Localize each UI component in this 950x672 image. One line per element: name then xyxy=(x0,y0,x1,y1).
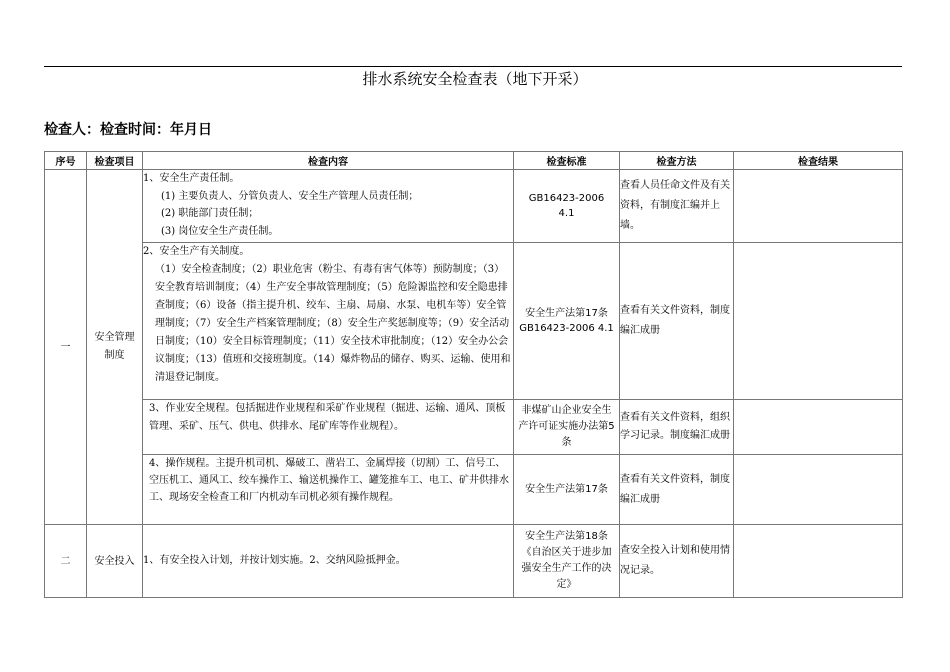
check-method: 查看人员任命文件及有关资料，有制度汇编并上墙。 xyxy=(620,170,734,243)
check-result xyxy=(734,170,903,243)
table-row xyxy=(45,525,903,598)
table-row xyxy=(45,455,903,525)
table-row xyxy=(45,400,903,455)
content-sub: (3) 岗位安全生产责任制。 xyxy=(161,225,279,237)
content-sub: (1) 主要负责人、分管负责人、安全生产管理人员责任制； xyxy=(161,190,419,202)
section-item xyxy=(87,170,143,525)
section-number: 二 xyxy=(45,525,87,598)
header-number: 序号 xyxy=(45,152,87,170)
page-title: 排水系统安全检查表（地下开采） xyxy=(362,70,588,88)
check-standard: 安全生产法第17条 xyxy=(514,455,620,525)
table-row xyxy=(45,170,903,243)
check-method: 查看有关文件资料，组织学习记录。制度编汇成册 xyxy=(620,400,734,455)
inspection-table xyxy=(44,151,903,598)
header-item: 检查项目 xyxy=(87,152,143,170)
check-method: 查看有关文件资料，制度编汇成册 xyxy=(620,243,734,400)
header-rule xyxy=(44,66,902,67)
header-method: 检查方法 xyxy=(620,152,734,170)
check-content xyxy=(143,525,514,598)
standard-text: 安全生产法第17条 GB16423-2006 4.1 xyxy=(519,308,614,334)
header-content: 检查内容 xyxy=(143,152,514,170)
content-body: （1）安全检查制度；（2）职业危害（粉尘、有毒有害气体等）预防制度；（3）安全教育培训制度；（4）生产安全事故管理制度；（5）危险源监控和安全隐患排查制度；（6）设备（指主提升机、绞车、主扇、局扇、水泵、电机车等）安全管理制度；（7）安全生产档案管理制度；（8）安全生产奖惩制度等；（9）安全活动日制度；（10）安全目标管理制度；（11）安全技术审批制度；（12）安全办公会议制度；（13）值班和交接班制度。（14）爆炸物品的储存、购买、运输、使用和清退登记制度。 xyxy=(155,263,511,383)
content-sub: (2) 职能部门责任制； xyxy=(161,208,259,219)
check-content xyxy=(143,455,514,525)
header-standard: 检查标准 xyxy=(514,152,620,170)
check-content xyxy=(143,170,514,243)
check-method: 查安全投入计划和使用情况记录。 xyxy=(620,525,734,598)
standard-text: 非煤矿山企业安全生产许可证实施办法第5条 xyxy=(518,405,615,448)
content-lead: 3、作业安全规程。包括掘进作业规程和采矿作业规程（掘进、运输、通风、顶板管理、采矿、压气、供电、供排水、尾矿库等作业规程）。 xyxy=(149,403,506,432)
check-standard xyxy=(514,400,620,455)
content-lead: 1、安全生产责任制。 xyxy=(143,173,240,184)
check-content xyxy=(143,243,514,400)
header-result: 检查结果 xyxy=(734,152,903,170)
check-result xyxy=(734,525,903,598)
content-lead: 2、安全生产有关制度。 xyxy=(143,246,250,257)
table-header-row xyxy=(45,152,903,170)
standard-text: 安全生产法第18条《自治区关于进步加强安全生产工作的决定》 xyxy=(521,531,612,590)
check-method: 查看有关文件资料，制度编汇成册 xyxy=(620,455,734,525)
content-lead: 1、有安全投入计划，并按计划实施。2、交纳风险抵押金。 xyxy=(143,555,406,567)
check-result xyxy=(734,455,903,525)
section-item-label: 安全管理制度 xyxy=(94,332,135,361)
content-lead: 4、操作规程。主提升机司机、爆破工、凿岩工、金属焊接（切割）工、信号工、空压机工、通风工、绞车操作工、输送机操作工、罐笼推车工、电工、矿井供排水工、现场安全检查工和厂内机动车司机必须有操作规程。 xyxy=(149,458,509,503)
section-item: 安全投入 xyxy=(87,525,143,598)
check-content xyxy=(143,400,514,455)
table-row xyxy=(45,243,903,400)
check-standard xyxy=(514,525,620,598)
standard-text: GB16423-2006 4.1 xyxy=(528,193,605,219)
check-result xyxy=(734,243,903,400)
check-standard xyxy=(514,243,620,400)
check-result xyxy=(734,400,903,455)
check-standard xyxy=(514,170,620,243)
section-number: 一 xyxy=(45,170,87,525)
inspector-line: 检查人：检查时间：年月日 xyxy=(44,122,212,138)
